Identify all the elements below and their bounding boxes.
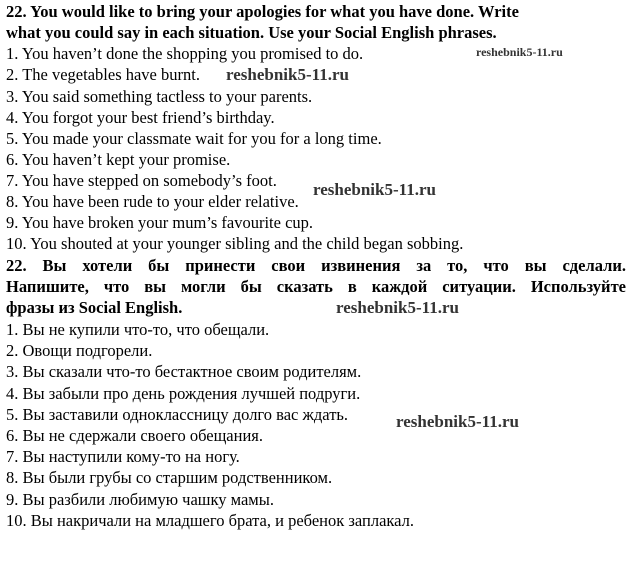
english-item-10: 10. You shouted at your younger sibling and the child began sobbing. [6, 234, 464, 253]
watermark-1: reshebnik5-11.ru [476, 45, 563, 59]
english-item-2: 2. The vegetables have burnt. [6, 65, 200, 84]
russian-item-2: 2. Овощи подгорели. [6, 341, 153, 360]
english-item-6: 6. You haven’t kept your promise. [6, 150, 231, 169]
english-item-1: 1. You haven’t done the shopping you promised to do. [6, 44, 364, 63]
english-item-5: 5. You made your classmate wait for you for a long time. [6, 129, 382, 148]
english-item-3: 3. You said something tactless to your parents. [6, 87, 313, 106]
watermark-4: reshebnik5-11.ru [336, 298, 459, 317]
russian-item-9: 9. Вы разбили любимую чашку мамы. [6, 490, 274, 509]
russian-heading-line-3: фразы из Social English. [6, 298, 183, 317]
russian-heading-line-2: Напишите, что вы могли бы сказать в каждой ситуации. Используйте [6, 277, 626, 296]
english-heading-line-2: what you could say in each situation. Use your Social English phrases. [6, 23, 497, 42]
russian-heading-line-1: 22. Вы хотели бы принести свои извинения за то, что вы сделали. [6, 256, 626, 275]
russian-item-7: 7. Вы наступили кому-то на ногу. [6, 447, 240, 466]
watermark-5: reshebnik5-11.ru [396, 412, 519, 431]
russian-item-4: 4. Вы забыли про день рождения лучшей подруги. [6, 384, 361, 403]
watermark-3: reshebnik5-11.ru [313, 180, 436, 199]
russian-item-3: 3. Вы сказали что-то бестактное своим родителям. [6, 362, 362, 381]
watermark-2: reshebnik5-11.ru [226, 65, 349, 84]
russian-item-6: 6. Вы не сдержали своего обещания. [6, 426, 264, 445]
english-item-7: 7. You have stepped on somebody’s foot. [6, 171, 277, 190]
english-item-8: 8. You have been rude to your elder relative. [6, 192, 299, 211]
english-item-4: 4. You forgot your best friend’s birthday. [6, 108, 275, 127]
russian-item-5: 5. Вы заставили одноклассницу долго вас ждать. [6, 405, 349, 424]
russian-item-8: 8. Вы были грубы со старшим родственником. [6, 468, 333, 487]
english-item-9: 9. You have broken your mum’s favourite cup. [6, 213, 314, 232]
russian-item-1: 1. Вы не купили что-то, что обещали. [6, 320, 270, 339]
russian-item-10: 10. Вы накричали на младшего брата, и ребенок заплакал. [6, 511, 414, 530]
english-heading-line-1: 22. You would like to bring your apologies for what you have done. Write [6, 2, 519, 21]
